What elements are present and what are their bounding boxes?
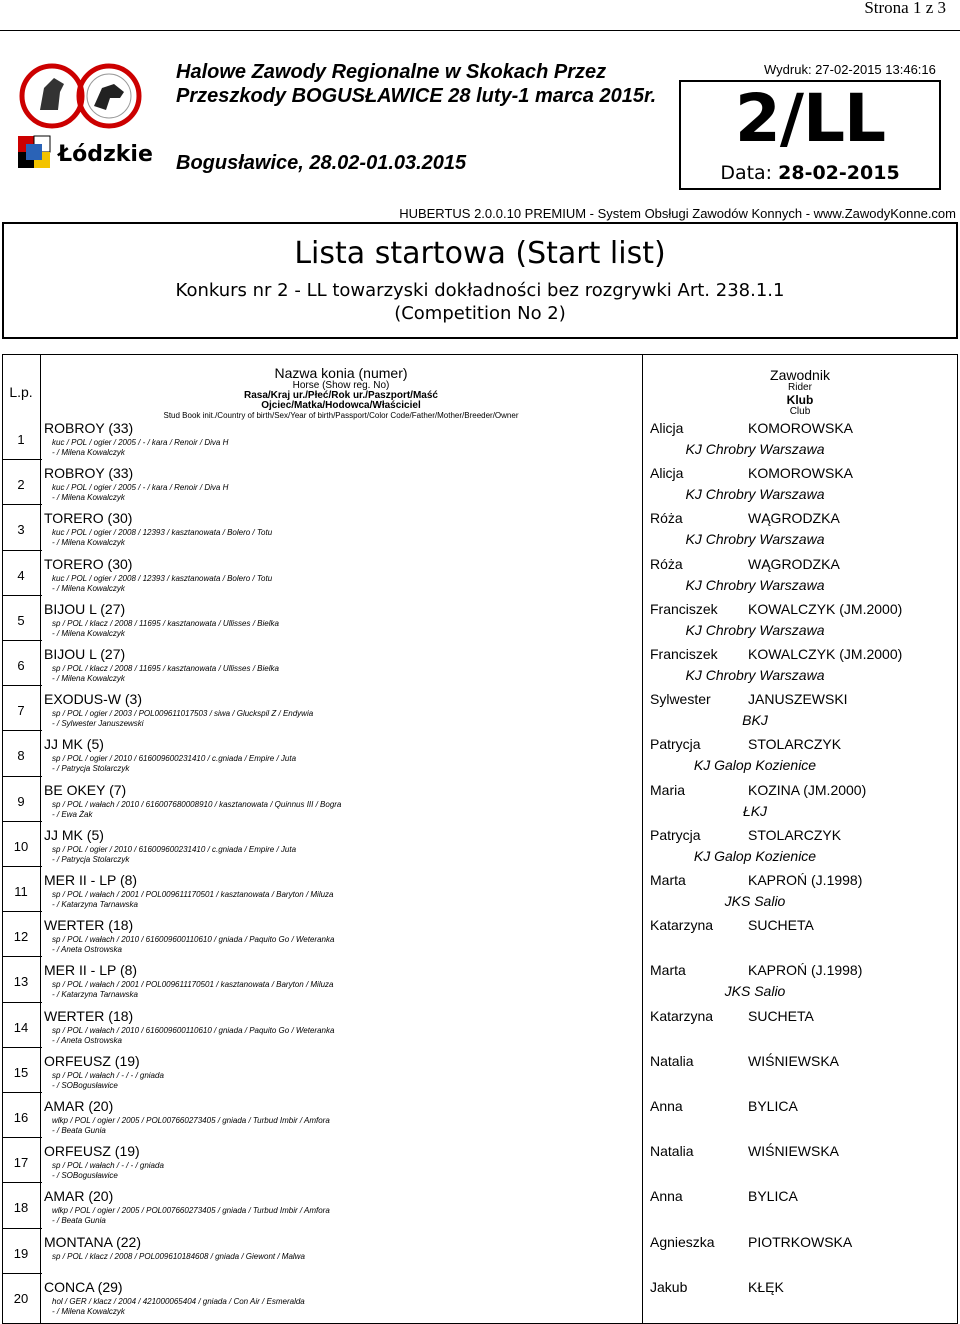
horse-details: sp / POL / wałach / 2010 / 616007680008910 / kasztanowata / Quinnus III / Bogra [52,799,342,809]
row-divider [2,821,42,822]
rider-last-name: STOLARCZYK [748,736,842,753]
horse-name: ORFEUSZ (19) [44,1143,140,1160]
entry-number: 7 [17,703,25,719]
rider-first-name: Katarzyna [650,1007,714,1024]
horse-name: TORERO (30) [44,510,133,527]
horse-name: CONCA (29) [44,1278,123,1295]
row-divider [2,1047,42,1048]
header-horse-en: Horse (Show reg. No) [292,380,390,391]
rider-last-name: JANUSZEWSKI [748,691,848,708]
row-divider [2,1273,42,1274]
header-rider-en: Rider [788,382,812,393]
horse-owner: - / Katarzyna Tarnawska [52,990,138,1000]
row-divider [2,1092,42,1093]
competition-date [679,162,941,184]
organizer-logos [14,58,153,186]
rider-club: KJ Chrobry Warszawa [685,441,825,457]
row-divider [2,866,42,867]
row-divider [2,730,42,731]
rider-first-name: Anna [650,1098,683,1114]
rider-last-name: KOWALCZYK (JM.2000) [748,646,903,662]
horse-details: sp / POL / wałach / 2010 / 616009600110610 / gniada / Paquito Go / Weteranka [52,1025,335,1035]
horse-details: sp / POL / klacz / 2008 / 11695 / kasztanowata / Ullisses / Bielka [52,618,279,628]
entry-number: 16 [13,1110,29,1125]
rider-last-name: KOZINA (JM.2000) [748,781,867,798]
entry-number: 17 [13,1155,29,1171]
horse-details: sp / POL / klacz / 2008 / 11695 / kasztanowata / Ullisses / Bielka [52,664,279,673]
page-number: Strona 1 z 3 [864,0,946,17]
header-horse-pl: Nazwa konia (numer) [274,365,408,381]
rider-last-name: SUCHETA [748,1007,814,1024]
rider-last-name: KAPROŃ (J.1998) [748,872,863,888]
row-divider [2,504,42,505]
rider-last-name: PIOTRKOWSKA [748,1233,853,1250]
horse-owner: - / SOBogusławice [52,1080,118,1090]
entry-number: 10 [13,838,29,854]
horse-owner: - / Milena Kowalczyk [52,538,125,548]
row-divider [2,776,42,777]
horse-owner: - / SOBogusławice [52,1171,118,1181]
entry-number: 14 [13,1019,29,1035]
horse-owner: - / Milena Kowalczyk [52,628,125,638]
rider-last-name: STOLARCZYK [748,826,842,843]
horse-name: TORERO (30) [44,555,133,572]
rider-club: KJ Galop Kozienice [693,847,817,864]
software-credit: HUBERTUS 2.0.0.10 PREMIUM - System Obsługi Zawodów Konnych - www.ZawodyKonne.com [399,206,956,221]
lodzkie-logo-text: Łódzkie [58,142,153,167]
rider-first-name: Agnieszka [650,1233,715,1250]
horse-owner: - / Milena Kowalczyk [52,583,125,593]
horse-details: wlkp / POL / ogier / 2005 / POL007660273405 / gniada / Turbud Imbir / Amfora [52,1116,330,1125]
row-divider [2,956,42,957]
rider-first-name: Franciszek [650,646,718,662]
rider-first-name: Katarzyna [650,917,714,934]
rider-last-name: WĄGRODZKA [748,510,840,527]
horse-name: ROBROY (33) [44,465,134,482]
horse-details: sp / POL / wałach / 2010 / 616009600110610 / gniada / Paquito Go / Weteranka [52,935,335,945]
horse-name: AMAR (20) [44,1098,114,1114]
horse-owner: - / Patrycja Stolarczyk [52,854,130,864]
rider-first-name: Róża [650,555,683,572]
horse-name: BE OKEY (7) [44,781,127,798]
horse-name: BIJOU L (27) [44,646,126,662]
header-rider-pl: Zawodnik [770,367,830,383]
print-timestamp: Wydruk: 27-02-2015 13:46:16 [764,62,936,77]
horse-details: hol / GER / klacz / 2004 / 421000065404 / gniada / Con Air / Esmeralda [52,1296,305,1306]
header-horse-details-en: Stud Book init./Country of birth/Sex/Year of birth/Passport/Color Code/Father/Mother/Breeder/Owner [163,411,519,420]
entry-number: 8 [17,748,25,764]
horse-details: sp / POL / wałach / 2001 / POL009611170501 / kasztanowata / Baryton / Miluza [52,890,334,899]
rider-first-name: Natalia [650,1143,694,1160]
rider-first-name: Marta [650,962,686,979]
rider-club: JKS Salio [724,983,786,1000]
horse-details: wlkp / POL / ogier / 2005 / POL007660273405 / gniada / Turbud Imbir / Amfora [52,1206,330,1216]
horse-name: AMAR (20) [44,1188,114,1205]
row-divider [2,640,42,641]
horse-details: sp / POL / ogier / 2010 / 616009600231410 / c.gniada / Empire / Juta [52,754,297,764]
entry-number: 3 [17,522,25,538]
entry-number: 11 [14,884,28,899]
rider-last-name: WĄGRODZKA [748,555,840,572]
competition-name: Konkurs nr 2 - LL towarzyski dokładności bez rozgrywki Art. 238.1.1 [175,280,785,301]
rider-first-name: Alicja [650,420,684,436]
entry-number: 19 [13,1245,29,1261]
rider-last-name: BYLICA [748,1098,798,1114]
entry-number: 20 [13,1290,29,1306]
competition-code: 2/LL [734,80,886,157]
header-horse-details-pl2: Ojciec/Matka/Hodowca/Właściciel [261,400,421,411]
horse-name: ROBROY (33) [44,420,134,436]
rider-first-name: Marta [650,872,686,888]
entry-number: 18 [13,1200,29,1216]
horse-name: WERTER (18) [44,917,134,934]
entry-number: 2 [17,477,25,493]
entry-number: 1 [17,432,25,447]
horse-owner: - / Patrycja Stolarczyk [52,764,130,774]
row-divider [2,1182,42,1183]
rider-club: BKJ [742,712,768,729]
horse-owner: - / Beata Gunia [52,1126,106,1135]
rider-club: KJ Chrobry Warszawa [685,486,825,503]
entry-number: 4 [17,567,25,583]
entry-number: 12 [13,929,29,945]
event-place-date: Bogusławice, 28.02-01.03.2015 [176,152,467,174]
horse-details: sp / POL / wałach / 2001 / POL009611170501 / kasztanowata / Baryton / Miluza [52,980,334,990]
rider-first-name: Maria [650,781,686,798]
rider-club: ŁKJ [742,802,768,819]
rider-club: KJ Chrobry Warszawa [685,621,825,638]
rider-first-name: Sylwester [650,691,711,708]
event-title: Halowe Zawody Regionalne w Skokach Przez Przeszkody BOGUSŁAWICE 28 luty-1 marca 2015r. [176,61,657,107]
rider-first-name: Alicja [650,465,684,482]
horse-details: sp / POL / wałach / - / - / gniada [52,1070,164,1080]
rider-first-name: Patrycja [650,736,701,753]
horse-owner: - / Aneta Ostrowska [52,945,122,955]
horse-details: kuc / POL / ogier / 2008 / 12393 / kasztanowata / Bolero / Totu [52,528,273,538]
entry-number: 13 [13,974,29,990]
date-label: Data: [720,162,773,184]
date-value: 28-02-2015 [778,162,900,184]
column-divider [40,354,41,1324]
rider-club: KJ Chrobry Warszawa [685,576,825,593]
rider-last-name: KOWALCZYK (JM.2000) [748,600,903,617]
horse-details: kuc / POL / ogier / 2008 / 12393 / kasztanowata / Bolero / Totu [52,573,273,583]
horse-owner: - / Beata Gunia [52,1216,106,1226]
rider-first-name: Natalia [650,1052,694,1069]
rider-last-name: KAPROŃ (J.1998) [748,962,863,979]
header-lp: L.p. [9,384,33,400]
rider-first-name: Patrycja [650,826,701,843]
horse-details: sp / POL / klacz / 2008 / POL009610184608 / gniada / Giewont / Malwa [52,1251,305,1261]
horse-name: ORFEUSZ (19) [44,1052,140,1069]
horse-name: JJ MK (5) [44,826,104,843]
row-divider [2,1137,42,1138]
horse-details: sp / POL / ogier / 2010 / 616009600231410 / c.gniada / Empire / Juta [52,844,297,854]
entry-number: 5 [17,612,25,628]
rider-club: KJ Chrobry Warszawa [685,667,825,683]
horse-owner: - / Milena Kowalczyk [52,674,125,683]
horse-owner: - / Milena Kowalczyk [52,1306,125,1316]
rider-last-name: SUCHETA [748,917,814,934]
rider-last-name: WIŚNIEWSKA [748,1052,840,1069]
horse-name: WERTER (18) [44,1007,134,1024]
row-divider [2,1002,42,1003]
row-divider [2,595,42,596]
top-divider [0,30,960,31]
horse-name: MONTANA (22) [44,1233,141,1250]
header-club-en: Club [789,406,811,417]
rider-club: KJ Galop Kozienice [693,757,817,774]
header-horse-details-pl: Rasa/Kraj ur./Płeć/Rok ur./Paszport/Maść [244,390,438,401]
horse-owner: - / Katarzyna Tarnawska [52,900,138,909]
row-divider [2,459,42,460]
horse-owner: - / Milena Kowalczyk [52,448,125,457]
rider-last-name: WIŚNIEWSKA [748,1143,840,1160]
horse-name: EXODUS-W (3) [44,691,142,708]
rider-first-name: Franciszek [650,600,718,617]
rider-club: KJ Chrobry Warszawa [685,531,825,548]
row-divider [2,550,42,551]
entry-number: 9 [17,793,25,809]
rider-last-name: KOMOROWSKA [748,465,854,482]
horse-name: MER II - LP (8) [44,872,138,888]
horse-details: kuc / POL / ogier / 2005 / - / kara / Renoir / Diva H [52,438,229,447]
horse-details: kuc / POL / ogier / 2005 / - / kara / Renoir / Diva H [52,483,229,493]
header-horse [40,365,642,421]
entry-number: 6 [17,658,25,673]
header-club-pl: Klub [786,393,814,407]
list-title: Lista startowa (Start list) [294,236,666,271]
horse-details: sp / POL / ogier / 2003 / POL009611017503 / siwa / Gluckspil Z / Endywia [52,709,314,719]
rider-first-name: Jakub [650,1278,688,1295]
horse-owner: - / Milena Kowalczyk [52,493,125,503]
horse-name: MER II - LP (8) [44,962,138,979]
rider-last-name: KŁĘK [748,1278,784,1295]
competition-number: (Competition No 2) [394,303,566,324]
row-divider [2,1228,42,1229]
header-rider [642,367,958,417]
entry-number: 15 [13,1064,29,1080]
rider-first-name: Róża [650,510,683,527]
rider-club: JKS Salio [724,893,786,909]
rider-last-name: KOMOROWSKA [748,420,854,436]
rider-first-name: Anna [650,1188,683,1205]
horse-name: BIJOU L (27) [44,600,126,617]
horse-name: JJ MK (5) [44,736,104,753]
horse-details: sp / POL / wałach / - / - / gniada [52,1161,164,1171]
row-divider [2,685,42,686]
horse-owner: - / Aneta Ostrowska [52,1035,122,1045]
row-divider [2,911,42,912]
rider-last-name: BYLICA [748,1188,798,1205]
horse-owner: - / Ewa Żak [52,809,93,819]
horse-owner: - / Sylwester Januszewski [52,719,144,729]
